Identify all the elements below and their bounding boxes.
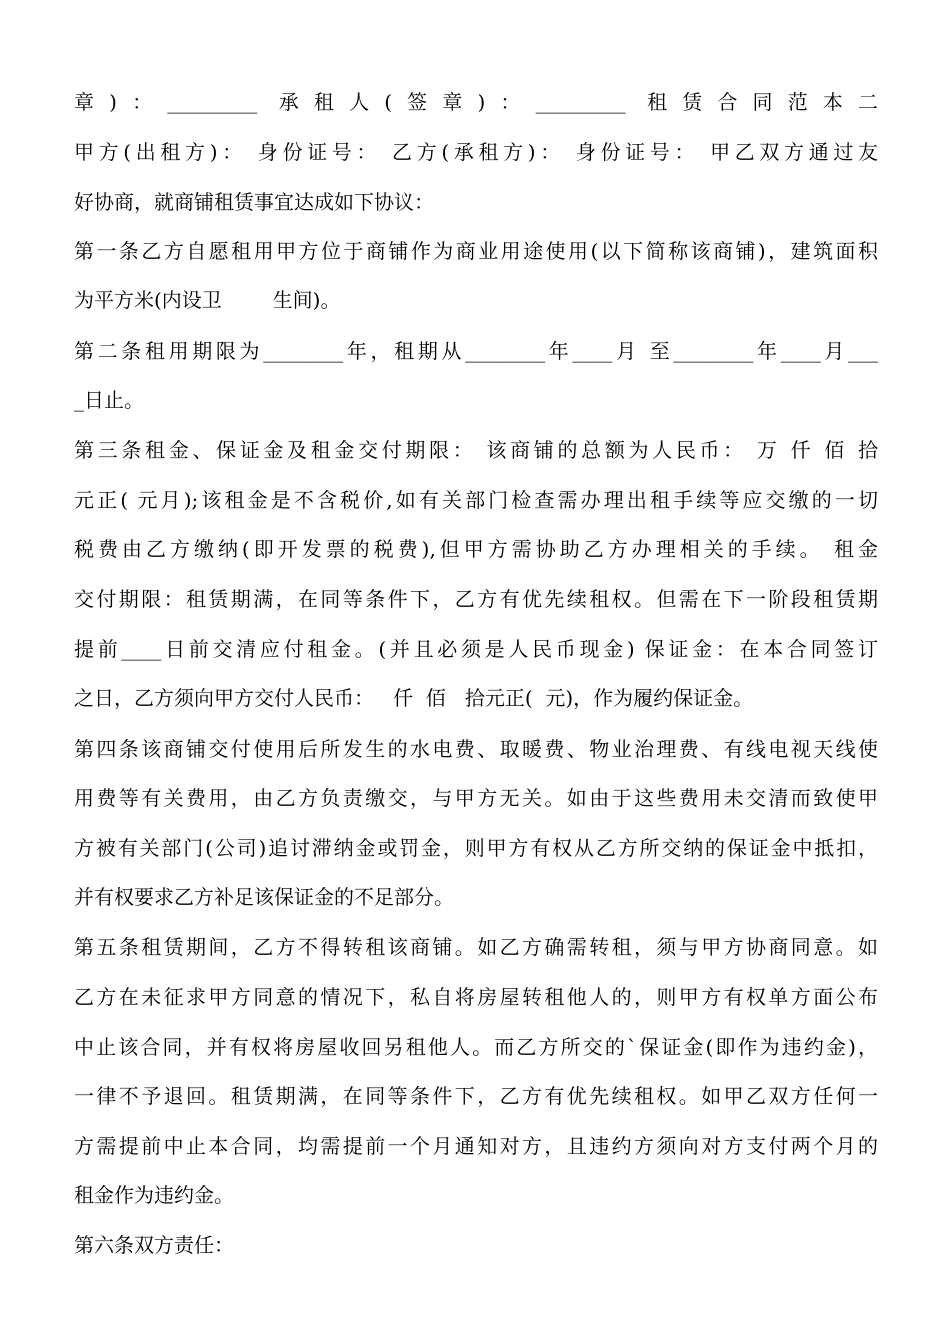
text-line-16: 方被有关部门(公司)追讨滞纳金或罚金，则甲方有权从乙方所交纳的保证金中抵扣，: [74, 836, 878, 860]
text-line-22: 方需提前中止本合同，均需提前一个月通知对方，且违约方须向对方支付两个月的: [74, 1134, 878, 1158]
text-line-8: 第三条租金、保证金及租金交付期限： 该商铺的总额为人民币： 万 仟 佰 拾: [74, 438, 878, 462]
text-line-21: 一律不予退回。租赁期满，在同等条件下，乙方有优先续租权。如甲乙双方任何一: [74, 1084, 878, 1108]
text-line-7: _日止。: [74, 388, 144, 412]
text-line-13: 之日，乙方须向甲方交付人民币： 仟 佰 拾元正( 元)，作为履约保证金。: [74, 686, 754, 710]
text-line-20: 中止该合同，并有权将房屋收回另租他人。而乙方所交的`保证金(即作为违约金)，: [74, 1035, 878, 1059]
text-line-4: 第一条乙方自愿租用甲方位于商铺作为商业用途使用(以下简称该商铺)，建筑面积: [74, 239, 878, 263]
text-line-12: 提前____日前交清应付租金。(并且必须是人民币现金) 保证金：在本合同签订: [74, 637, 878, 661]
text-line-19: 乙方在未征求甲方同意的情况下，私自将房屋转租他人的，则甲方有权单方面公布: [74, 985, 878, 1009]
text-line-5: 为平方米(内设卫 生间)。: [74, 288, 341, 312]
text-line-3: 好协商，就商铺租赁事宜达成如下协议：: [74, 190, 434, 214]
text-line-17: 并有权要求乙方补足该保证金的不足部分。: [74, 885, 454, 909]
text-line-24: 第六条双方责任：: [74, 1233, 234, 1257]
text-line-15: 用费等有关费用，由乙方负责缴交，与甲方无关。如由于这些费用未交清而致使甲: [74, 786, 878, 810]
text-line-2: 甲方(出租方)： 身份证号： 乙方(承租方)： 身份证号： 甲乙双方通过友: [74, 140, 878, 164]
text-line-10: 税费由乙方缴纳(即开发票的税费),但甲方需协助乙方办理相关的手续。 租金: [74, 537, 878, 561]
text-line-23: 租金作为违约金。: [74, 1183, 234, 1207]
text-line-11: 交付期限：租赁期满，在同等条件下，乙方有优先续租权。但需在下一阶段租赁期: [74, 587, 878, 611]
text-line-9: 元正( 元月);该租金是不含税价,如有关部门检查需办理出租手续等应交缴的一切: [74, 488, 878, 512]
text-line-18: 第五条租赁期间，乙方不得转租该商铺。如乙方确需转租，须与甲方协商同意。如: [74, 935, 878, 959]
text-line-1: 章)：_________ 承租人(签章)：_________ 租赁合同范本二: [74, 90, 878, 114]
text-line-6: 第二条租用期限为________年，租期从________年____月 至________年____月___: [74, 339, 878, 363]
text-line-14: 第四条该商铺交付使用后所发生的水电费、取暖费、物业治理费、有线电视天线使: [74, 737, 878, 761]
